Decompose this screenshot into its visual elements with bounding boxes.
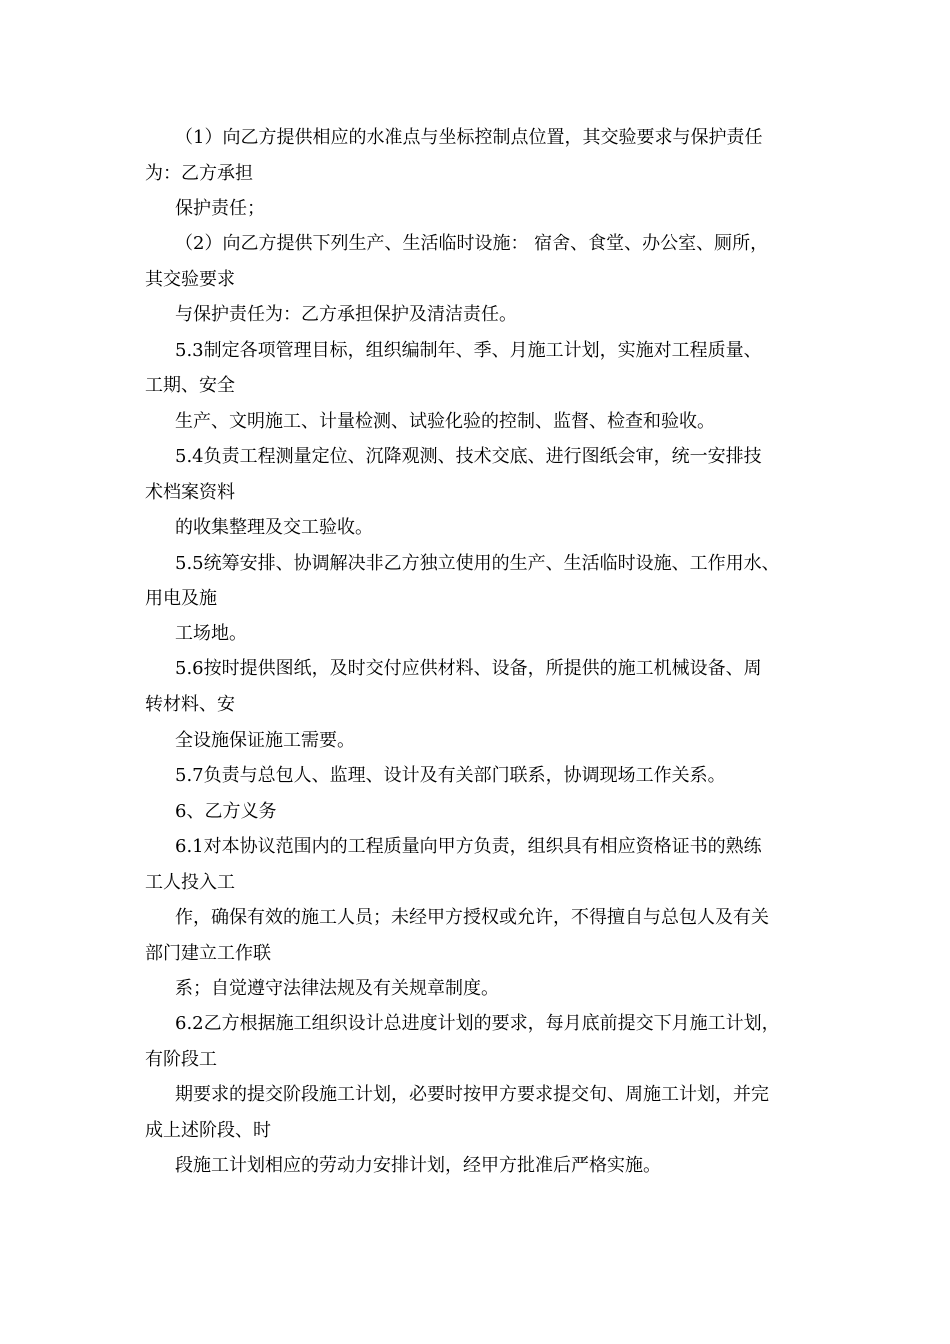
text-line: 与保护责任为：乙方承担保护及清洁责任。 [175, 304, 517, 325]
text-line: 5.3制定各项管理目标，组织编制年、季、月施工计划，实施对工程质量、 [175, 340, 762, 361]
text-line: 部门建立工作联 [145, 943, 271, 964]
text-line: 5.6按时提供图纸，及时交付应供材料、设备，所提供的施工机械设备、周 [175, 658, 762, 679]
text-line: 工期、安全 [145, 375, 235, 396]
text-line: 段施工计划相应的劳动力安排计划，经甲方批准后严格实施。 [175, 1155, 661, 1176]
text-line: 用电及施 [145, 588, 217, 609]
section-heading: 6、乙方义务 [175, 801, 277, 822]
text-line: 的收集整理及交工验收。 [175, 517, 373, 538]
text-line: 术档案资料 [145, 482, 235, 503]
text-line: （2）向乙方提供下列生产、生活临时设施： 宿舍、食堂、办公室、厕所， [175, 233, 769, 254]
text-line: 6.2乙方根据施工组织设计总进度计划的要求，每月底前提交下月施工计划， [175, 1013, 780, 1034]
text-line: 5.5统筹安排、协调解决非乙方独立使用的生产、生活临时设施、工作用水、 [175, 553, 780, 574]
text-line: 5.4负责工程测量定位、沉降观测、技术交底、进行图纸会审，统一安排技 [175, 446, 762, 467]
text-line: 有阶段工 [145, 1049, 217, 1070]
text-line: （1）向乙方提供相应的水准点与坐标控制点位置，其交验要求与保护责任 [175, 127, 763, 148]
text-line: 保护责任； [175, 198, 265, 219]
text-line: 工场地。 [175, 623, 247, 644]
text-line: 期要求的提交阶段施工计划，必要时按甲方要求提交旬、周施工计划，并完 [175, 1084, 769, 1105]
text-line: 成上述阶段、时 [145, 1120, 271, 1141]
text-line: 工人投入工 [145, 872, 235, 893]
text-line: 5.7负责与总包人、监理、设计及有关部门联系，协调现场工作关系。 [175, 765, 726, 786]
text-line: 系；自觉遵守法律法规及有关规章制度。 [175, 978, 499, 999]
text-line: 为：乙方承担 [145, 163, 253, 184]
text-line: 全设施保证施工需要。 [175, 730, 355, 751]
text-line: 作，确保有效的施工人员；未经甲方授权或允许，不得擅自与总包人及有关 [175, 907, 769, 928]
text-line: 生产、文明施工、计量检测、试验化验的控制、监督、检查和验收。 [175, 411, 715, 432]
text-line: 转材料、安 [145, 694, 235, 715]
text-line: 6.1对本协议范围内的工程质量向甲方负责，组织具有相应资格证书的熟练 [175, 836, 762, 857]
text-line: 其交验要求 [145, 269, 235, 290]
